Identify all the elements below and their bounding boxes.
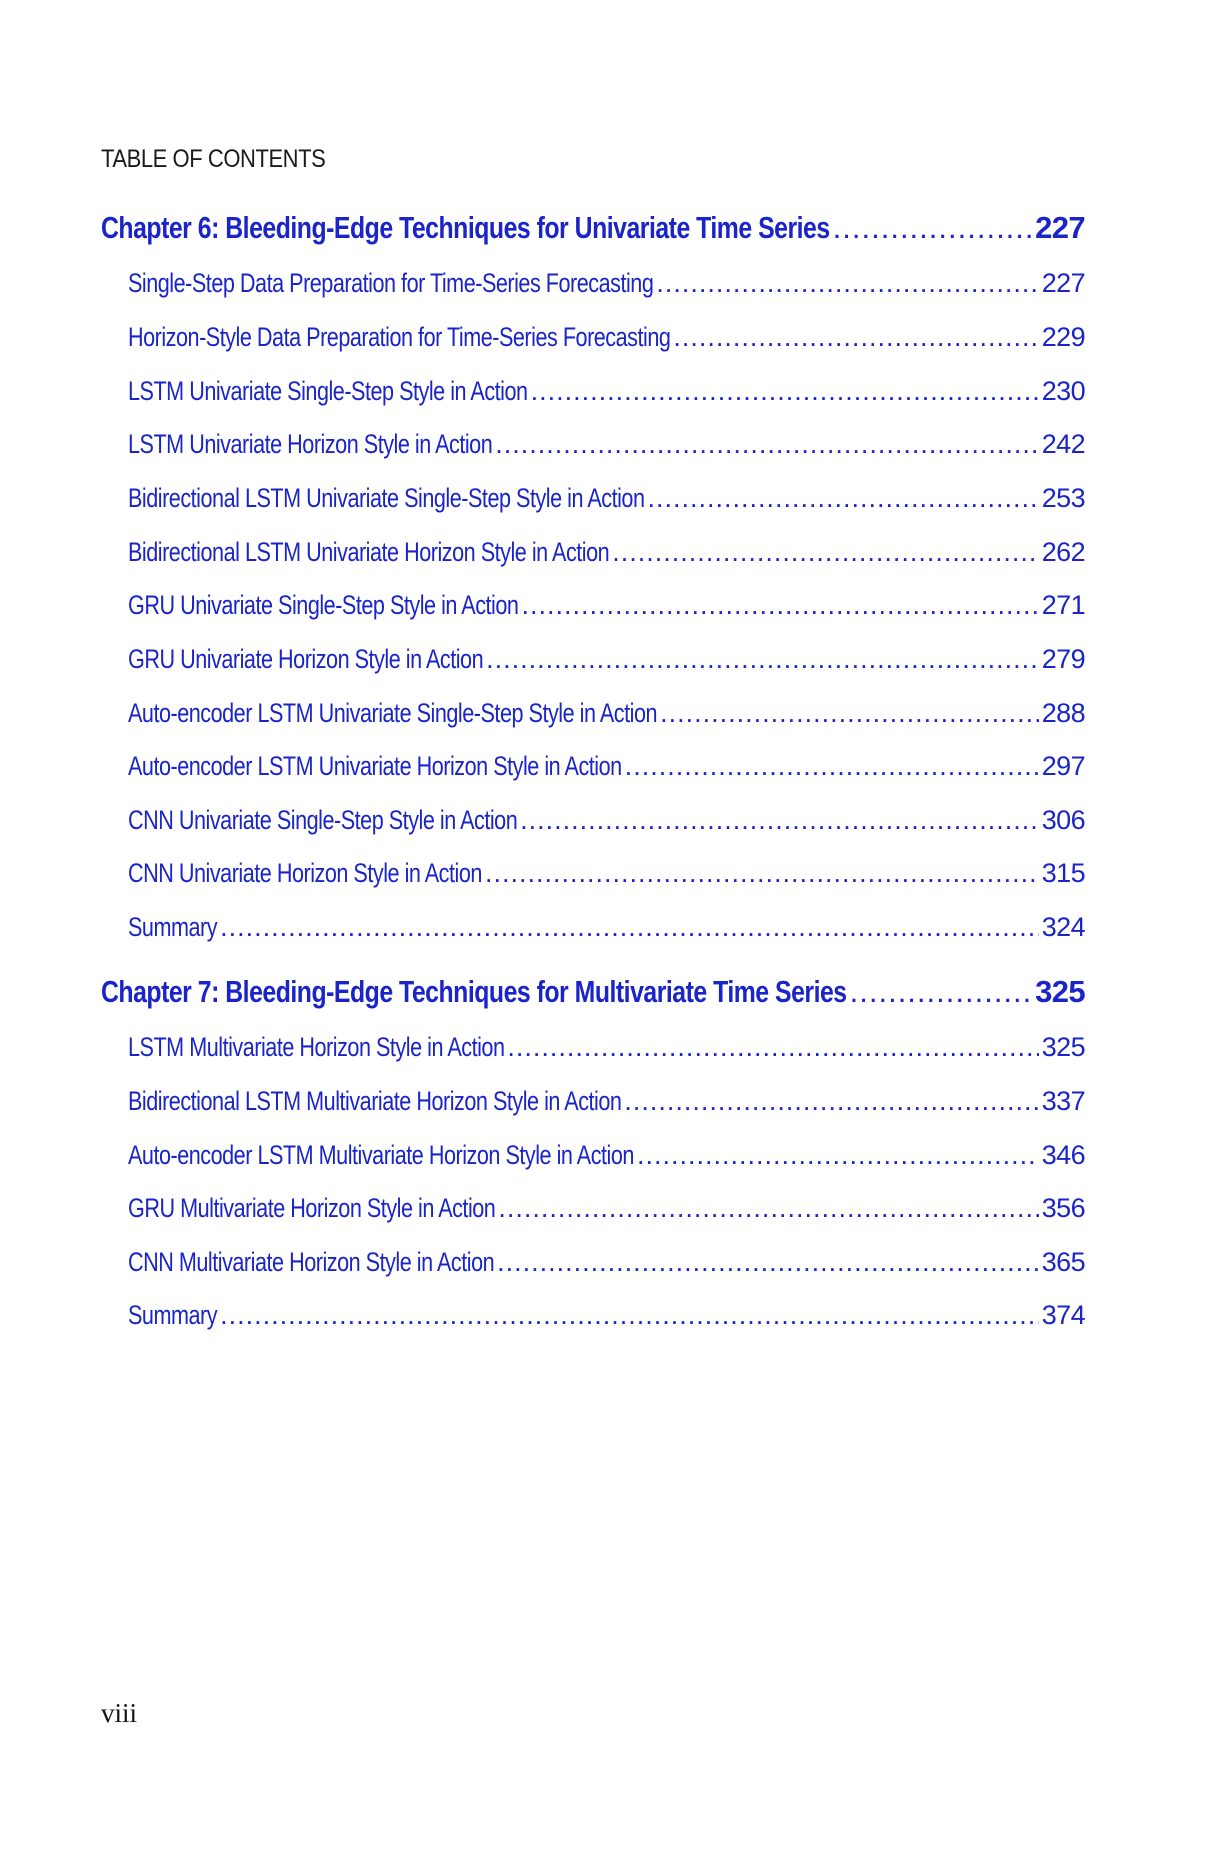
section-page-number: 297 bbox=[1041, 751, 1085, 781]
dot-leader bbox=[531, 376, 1039, 407]
section-title: LSTM Univariate Horizon Style in Action bbox=[128, 429, 493, 459]
section-page-number: 346 bbox=[1041, 1140, 1085, 1170]
dot-leader bbox=[485, 858, 1039, 889]
section-page-number: 315 bbox=[1041, 858, 1085, 888]
section-page-number: 271 bbox=[1041, 590, 1085, 620]
section-page-number: 337 bbox=[1041, 1086, 1085, 1116]
toc-section[interactable] bbox=[128, 858, 1085, 889]
toc-section[interactable] bbox=[128, 590, 1085, 621]
toc-section[interactable] bbox=[128, 537, 1085, 568]
dot-leader bbox=[833, 210, 1032, 246]
dot-leader bbox=[495, 429, 1038, 460]
dot-leader bbox=[507, 1032, 1038, 1063]
section-title: GRU Univariate Single-Step Style in Action bbox=[128, 590, 519, 620]
dot-leader bbox=[625, 751, 1039, 782]
section-title: Auto-encoder LSTM Univariate Single-Step Style in Action bbox=[128, 698, 658, 728]
dot-leader bbox=[220, 912, 1039, 943]
section-title: Bidirectional LSTM Univariate Single-Step Style in Action bbox=[128, 483, 645, 513]
section-title: Auto-encoder LSTM Univariate Horizon Style in Action bbox=[128, 751, 622, 781]
section-page-number: 324 bbox=[1041, 912, 1085, 942]
toc-section[interactable] bbox=[128, 1086, 1085, 1117]
toc-section[interactable] bbox=[128, 644, 1085, 675]
toc-chapter-7[interactable] bbox=[101, 974, 1085, 1010]
section-page-number: 229 bbox=[1041, 322, 1085, 352]
section-title: LSTM Multivariate Horizon Style in Action bbox=[128, 1032, 505, 1062]
section-page-number: 253 bbox=[1041, 483, 1085, 513]
dot-leader bbox=[673, 322, 1038, 353]
section-title: Horizon-Style Data Preparation for Time-Series Forecasting bbox=[128, 322, 671, 352]
section-page-number: 306 bbox=[1041, 805, 1085, 835]
dot-leader bbox=[498, 1193, 1038, 1224]
dot-leader bbox=[520, 805, 1039, 836]
section-page-number: 365 bbox=[1041, 1247, 1085, 1277]
dot-leader bbox=[521, 590, 1038, 621]
section-title: LSTM Univariate Single-Step Style in Action bbox=[128, 376, 528, 406]
toc-section[interactable] bbox=[128, 1032, 1085, 1063]
toc-chapter-6[interactable] bbox=[101, 210, 1085, 246]
section-page-number: 230 bbox=[1041, 376, 1085, 406]
toc-section[interactable] bbox=[128, 429, 1085, 460]
dot-leader bbox=[497, 1247, 1039, 1278]
section-page-number: 356 bbox=[1041, 1193, 1085, 1223]
section-title: GRU Univariate Horizon Style in Action bbox=[128, 644, 484, 674]
section-title: Bidirectional LSTM Multivariate Horizon Style in Action bbox=[128, 1086, 622, 1116]
toc-section[interactable] bbox=[128, 483, 1085, 514]
chapter-page-number: 227 bbox=[1035, 210, 1085, 245]
section-page-number: 242 bbox=[1041, 429, 1085, 459]
dot-leader bbox=[612, 537, 1038, 568]
dot-leader bbox=[660, 698, 1039, 729]
toc-section[interactable] bbox=[128, 1247, 1085, 1278]
toc-section[interactable] bbox=[128, 1140, 1085, 1171]
section-page-number: 325 bbox=[1041, 1032, 1085, 1062]
section-page-number: 279 bbox=[1041, 644, 1085, 674]
section-title: Summary bbox=[128, 912, 218, 942]
section-page-number: 288 bbox=[1041, 698, 1085, 728]
section-title: GRU Multivariate Horizon Style in Action bbox=[128, 1193, 496, 1223]
toc-section[interactable] bbox=[128, 912, 1085, 943]
toc-section[interactable] bbox=[128, 698, 1085, 729]
folio-page-number: viii bbox=[101, 1698, 138, 1728]
toc-section[interactable] bbox=[128, 1193, 1085, 1224]
toc-section[interactable] bbox=[128, 751, 1085, 782]
section-title: Auto-encoder LSTM Multivariate Horizon Style in Action bbox=[128, 1140, 634, 1170]
dot-leader bbox=[486, 644, 1039, 675]
toc-section[interactable] bbox=[128, 268, 1085, 299]
toc-section[interactable] bbox=[128, 376, 1085, 407]
running-head: TABLE OF CONTENTS bbox=[101, 145, 326, 173]
section-title: Single-Step Data Preparation for Time-Series Forecasting bbox=[128, 268, 654, 298]
dot-leader bbox=[656, 268, 1038, 299]
chapter-page-number: 325 bbox=[1035, 974, 1085, 1009]
dot-leader bbox=[220, 1300, 1039, 1331]
section-title: CNN Univariate Horizon Style in Action bbox=[128, 858, 482, 888]
chapter-title: Chapter 7: Bleeding-Edge Techniques for Multivariate Time Series bbox=[101, 974, 847, 1009]
section-page-number: 262 bbox=[1041, 537, 1085, 567]
toc-section[interactable] bbox=[128, 1300, 1085, 1331]
section-title: Bidirectional LSTM Univariate Horizon Style in Action bbox=[128, 537, 610, 567]
chapter-title: Chapter 6: Bleeding-Edge Techniques for Univariate Time Series bbox=[101, 210, 830, 245]
dot-leader bbox=[637, 1140, 1039, 1171]
section-page-number: 227 bbox=[1041, 268, 1085, 298]
dot-leader bbox=[850, 974, 1032, 1010]
toc-section[interactable] bbox=[128, 805, 1085, 836]
dot-leader bbox=[647, 483, 1038, 514]
section-page-number: 374 bbox=[1041, 1300, 1085, 1330]
dot-leader bbox=[624, 1086, 1038, 1117]
section-title: Summary bbox=[128, 1300, 218, 1330]
section-title: CNN Multivariate Horizon Style in Action bbox=[128, 1247, 495, 1277]
toc-section[interactable] bbox=[128, 322, 1085, 353]
section-title: CNN Univariate Single-Step Style in Action bbox=[128, 805, 518, 835]
